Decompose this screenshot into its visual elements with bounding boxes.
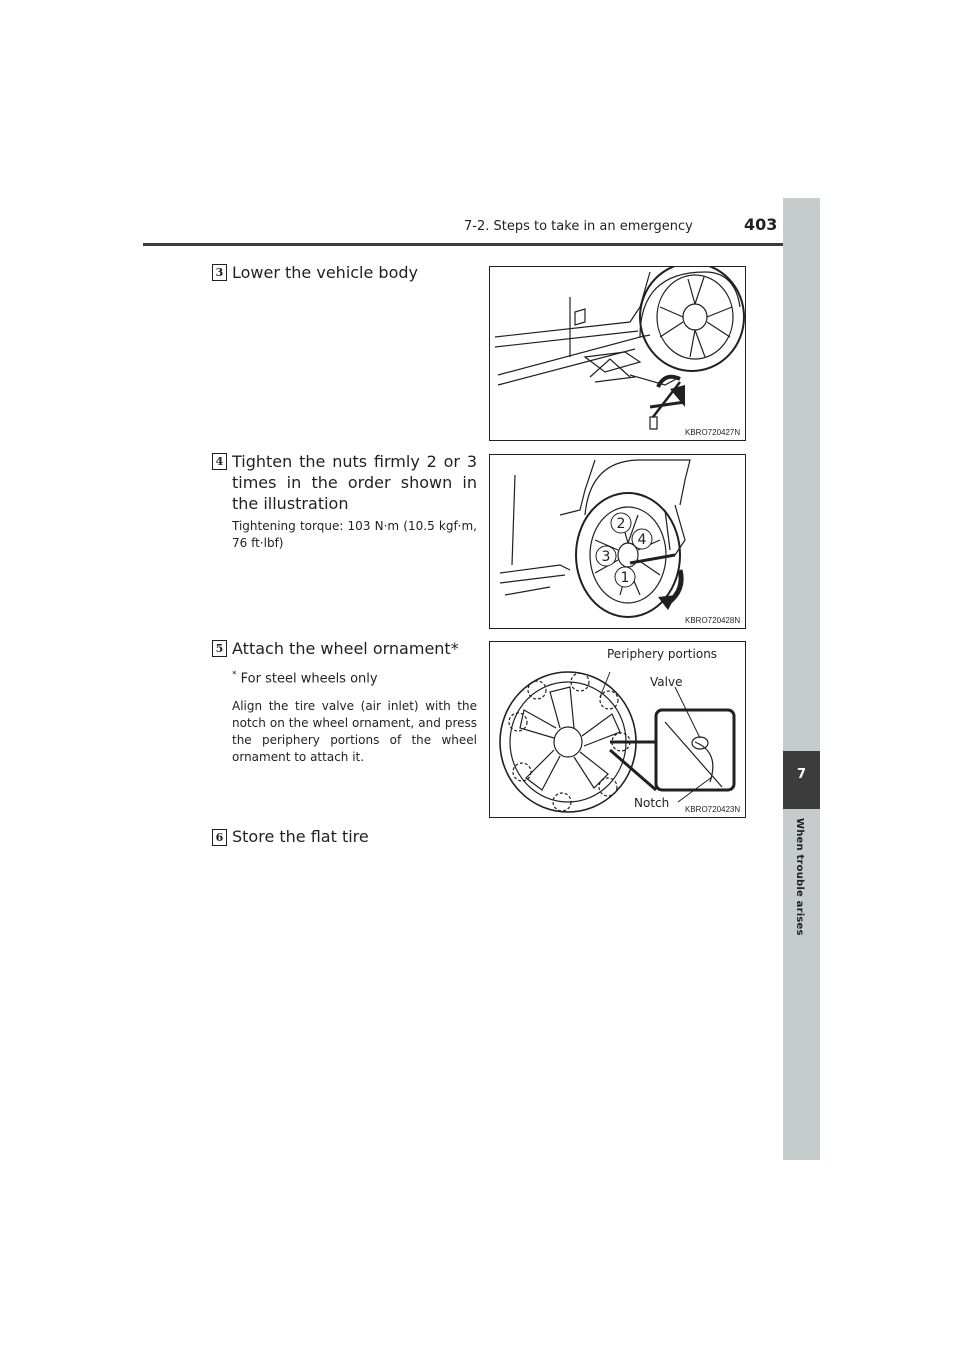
step-3-badge: 3 bbox=[212, 264, 227, 281]
side-tab-strip bbox=[783, 198, 820, 1160]
figure-wheel-ornament bbox=[489, 641, 746, 818]
label-valve: Valve bbox=[650, 675, 683, 689]
step-5-title: Attach the wheel ornament* bbox=[232, 639, 459, 658]
order-label-1: 1 bbox=[620, 570, 630, 586]
label-notch: Notch bbox=[634, 796, 670, 810]
figure-tighten-nuts bbox=[489, 454, 746, 629]
step-5-footnote bbox=[232, 670, 378, 686]
step-5-detail: Align the tire valve (air inlet) with the notch on the wheel ornament, and press the periphery portions of the wheel ornament to attach it. bbox=[232, 699, 477, 764]
footnote-mark: * bbox=[232, 670, 237, 680]
figure-code-2: KBRO720428N bbox=[685, 616, 741, 625]
order-label-4: 4 bbox=[637, 532, 647, 548]
section-title: 7-2. Steps to take in an emergency bbox=[464, 219, 693, 234]
figure-code-3: KBRO720423N bbox=[685, 805, 741, 814]
step-5-badge: 5 bbox=[212, 640, 227, 657]
figure-code-1: KBRO720427N bbox=[685, 428, 741, 437]
step-4-badge: 4 bbox=[212, 453, 227, 470]
wheel-ornament-illustration bbox=[490, 642, 745, 817]
figure-lower-vehicle bbox=[489, 266, 746, 441]
page-number: 403 bbox=[744, 215, 778, 234]
step-4-title: Tighten the nuts firmly 2 or 3 times in the order shown in the illustration bbox=[232, 452, 477, 513]
footnote-text: For steel wheels only bbox=[240, 671, 378, 687]
step-3-title: Lower the vehicle body bbox=[232, 263, 418, 282]
step-6-badge: 6 bbox=[212, 829, 227, 846]
nut-order-labels bbox=[596, 513, 652, 587]
header-rule bbox=[143, 243, 820, 246]
label-periphery-portions: Periphery portions bbox=[607, 647, 718, 661]
lower-vehicle-illustration bbox=[490, 267, 745, 440]
side-tab-chapter-number: 7 bbox=[796, 767, 807, 782]
order-label-3: 3 bbox=[601, 549, 611, 565]
step-4-torque: Tightening torque: 103 N·m (10.5 kgf·m, 76 ft·lbf) bbox=[232, 519, 477, 550]
tighten-nuts-illustration bbox=[490, 455, 745, 628]
order-label-2: 2 bbox=[616, 516, 626, 532]
step-6-title: Store the flat tire bbox=[232, 827, 369, 846]
side-tab-chapter-title: When trouble arises bbox=[794, 818, 805, 936]
